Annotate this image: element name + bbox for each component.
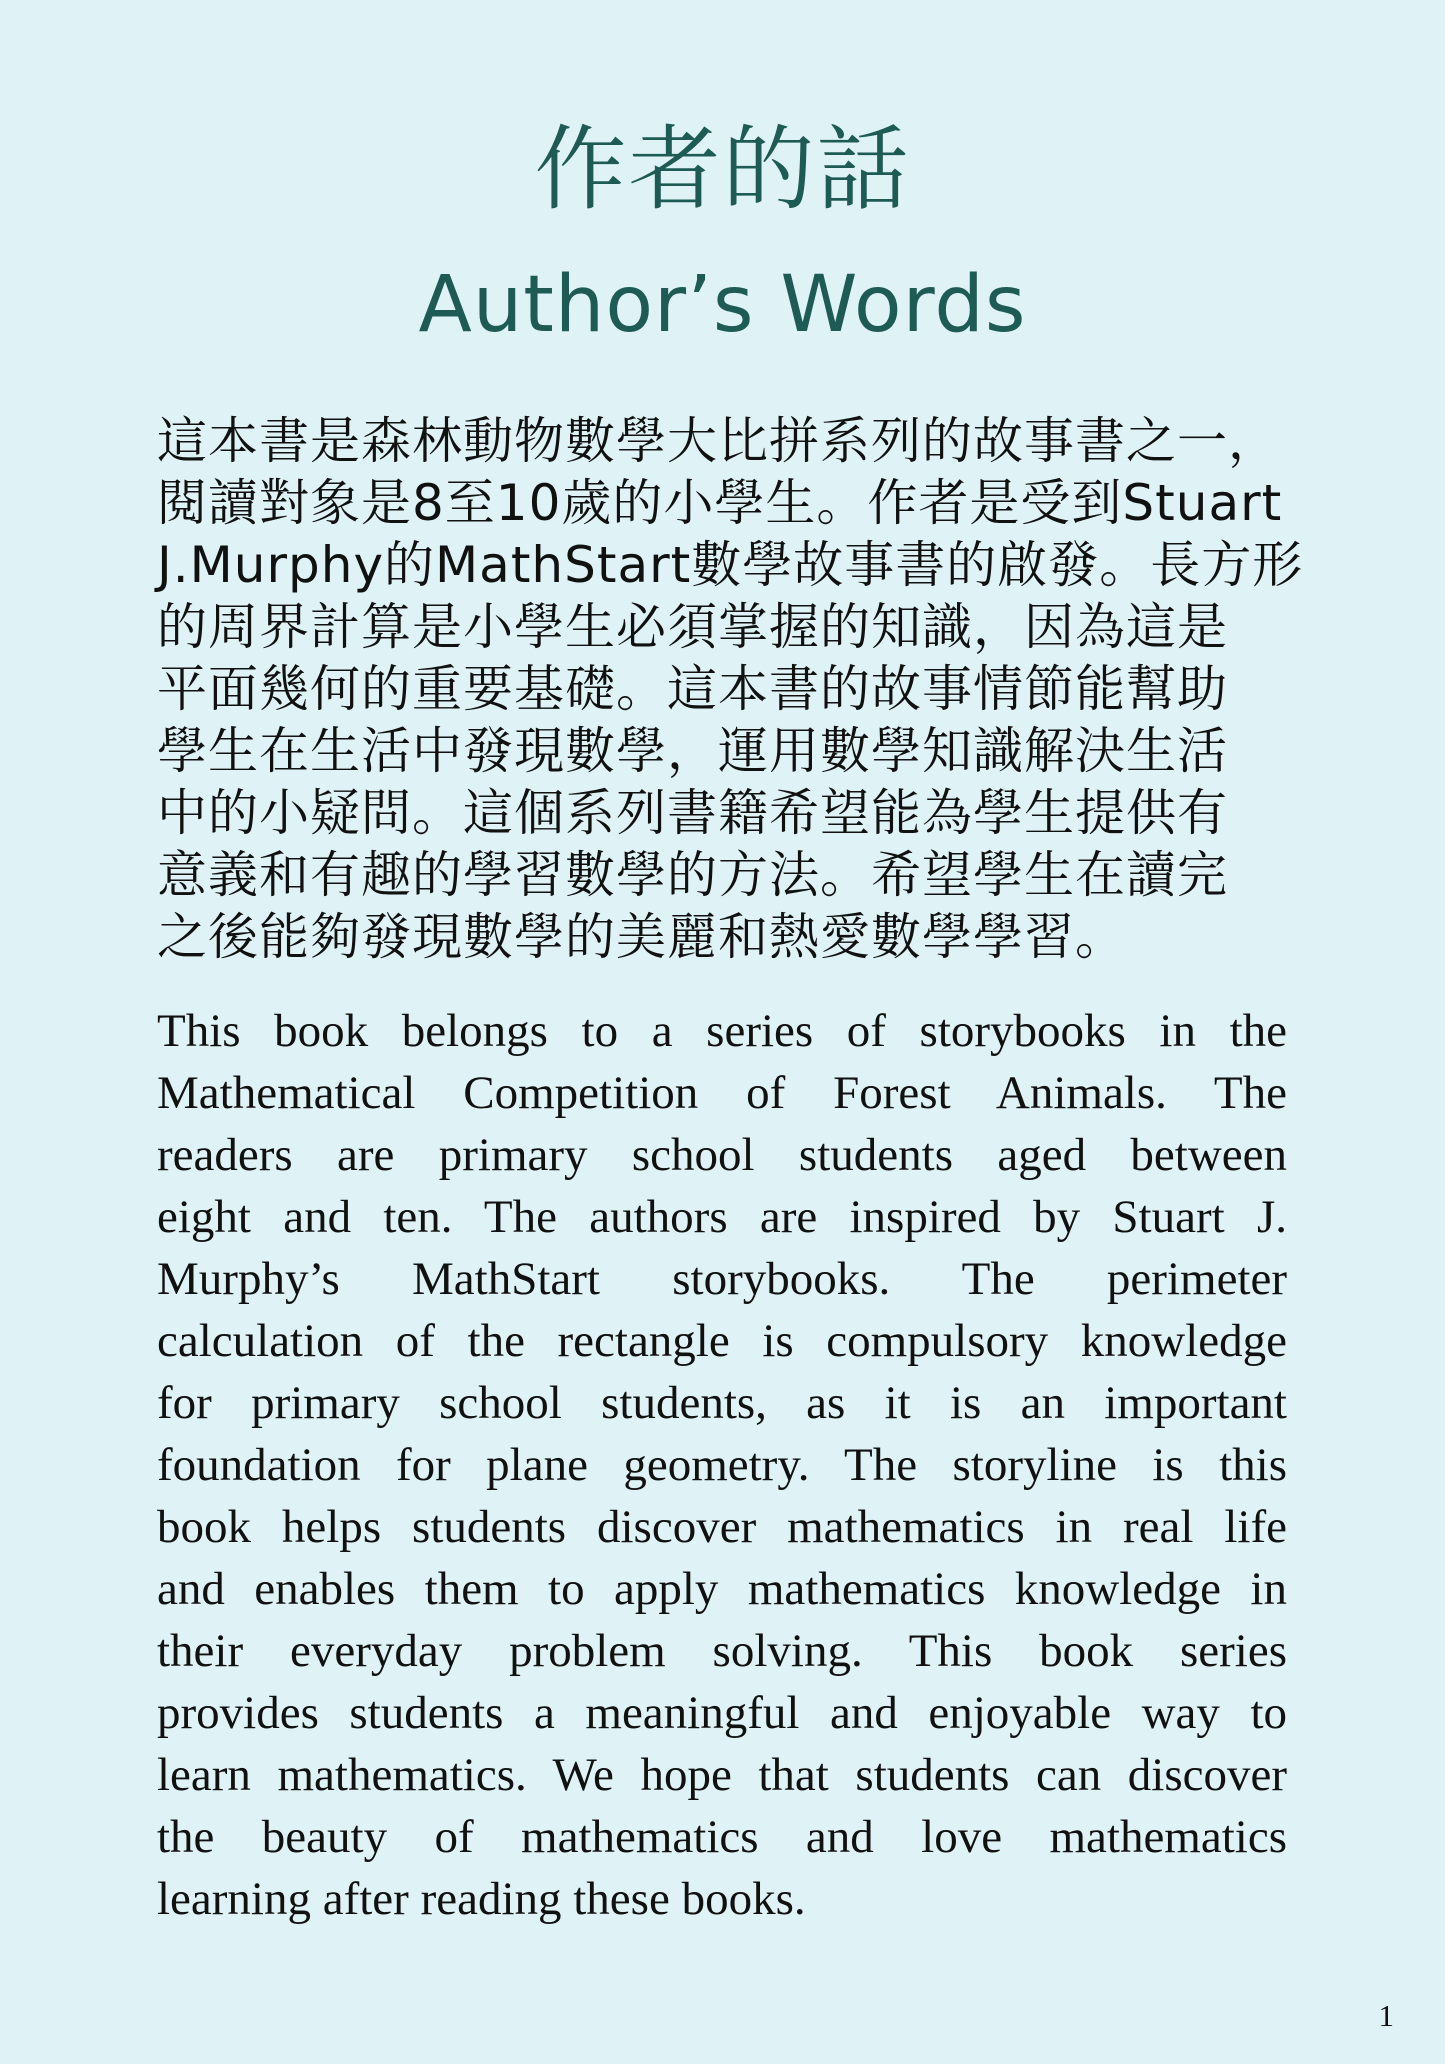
chinese-page-title: 作者的話 xyxy=(534,116,911,223)
english-text-line: Murphy’s MathStart storybooks. The perimeter xyxy=(157,1253,1287,1305)
english-text-line: foundation for plane geometry. The storyline is this xyxy=(157,1439,1287,1491)
english-page-title: Author’s Words xyxy=(418,260,1027,350)
english-text-line: and enables them to apply mathematics knowledge in xyxy=(157,1563,1287,1615)
page-number: 1 xyxy=(1378,1998,1394,2033)
english-text-line: learning after reading these books. xyxy=(157,1873,806,1925)
chinese-text-line: 平面幾何的重要基礎。這本書的故事情節能幫助 xyxy=(157,660,1228,718)
english-text-line: Mathematical Competition of Forest Animals. The xyxy=(157,1067,1287,1119)
chinese-text-line: 意義和有趣的學習數學的方法。希望學生在讀完 xyxy=(157,846,1228,904)
english-text-line: readers are primary school students aged between xyxy=(157,1129,1287,1181)
chinese-text-line: 這本書是森林動物數學大比拼系列的故事書之一， xyxy=(157,412,1279,470)
english-text-line: eight and ten. The authors are inspired by Stuart J. xyxy=(157,1191,1287,1243)
chinese-text-line: 之後能夠發現數學的美麗和熱愛數學學習。 xyxy=(157,908,1126,966)
chinese-text-line: 中的小疑問。這個系列書籍希望能為學生提供有 xyxy=(157,784,1228,842)
english-text-line: This book belongs to a series of storybooks in the xyxy=(157,1005,1287,1057)
chinese-text-line: J.Murphy的MathStart數學故事書的啟發。長方形 xyxy=(157,536,1304,594)
english-text-line: the beauty of mathematics and love mathematics xyxy=(157,1811,1287,1863)
english-paragraph xyxy=(157,1000,1287,1930)
chinese-text-line: 學生在生活中發現數學，運用數學知識解決生活 xyxy=(157,722,1228,780)
english-text-line: learn mathematics. We hope that students can discover xyxy=(157,1749,1287,1801)
english-text-line: provides students a meaningful and enjoyable way to xyxy=(157,1687,1287,1739)
english-text-line: book helps students discover mathematics in real life xyxy=(157,1501,1287,1553)
english-text-line: their everyday problem solving. This book series xyxy=(157,1625,1287,1677)
english-text-line: for primary school students, as it is an important xyxy=(157,1377,1287,1429)
chinese-text-line: 的周界計算是小學生必須掌握的知識，因為這是 xyxy=(157,598,1228,656)
chinese-text-line: 閱讀對象是8至10歲的小學生。作者是受到Stuart xyxy=(157,474,1283,532)
english-text-line: calculation of the rectangle is compulsory knowledge xyxy=(157,1315,1287,1367)
chinese-paragraph xyxy=(157,410,1304,968)
